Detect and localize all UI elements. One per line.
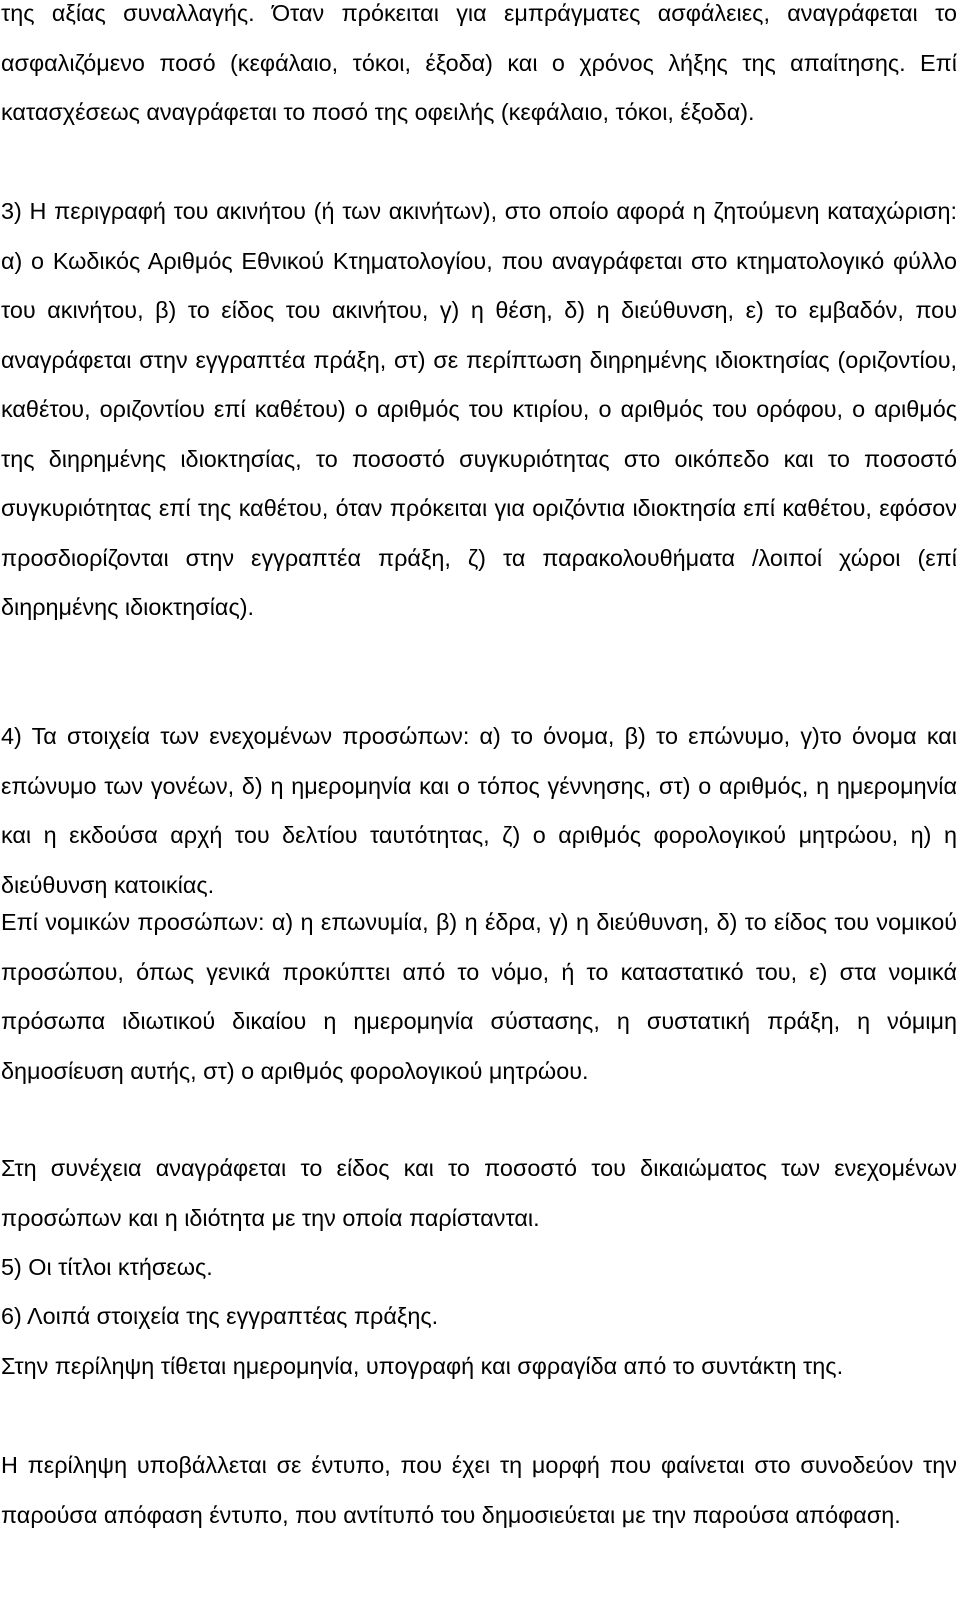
- paragraph-other-details: 6) Λοιπά στοιχεία της εγγραπτέας πράξης.: [1, 1303, 439, 1329]
- paragraph-summary-signature: Στην περίληψη τίθεται ημερομηνία, υπογραφή και σφραγίδα από το συντάκτη της.: [1, 1353, 844, 1379]
- paragraph-legal-entities: Επί νομικών προσώπων: α) η επωνυμία, β) η έδρα, γ) η διεύθυνση, δ) το είδος του νομικού προσώπου, όπως γενικά προκύπτει από το νόμο, ή το καταστατικό του, ε) στα νομικά πρόσωπα ιδιωτικού δικαίου η ημερομηνία σύστασης, η συστατική πράξη, η νόμιμη δημοσίευση αυτής, στ) ο αριθμός φορολογικού μητρώου.: [1, 909, 957, 1084]
- paragraph-form-submission: Η περίληψη υποβάλλεται σε έντυπο, που έχει τη μορφή που φαίνεται στο συνοδεύον την παρούσα απόφαση έντυπο, που αντίτυπό του δημοσιεύεται με την παρούσα απόφαση.: [1, 1452, 957, 1528]
- paragraph-rights-share: Στη συνέχεια αναγράφεται το είδος και το ποσοστό του δικαιώματος των ενεχομένων προσώπων και η ιδιότητα με την οποία παρίστανται.: [1, 1155, 957, 1231]
- paragraph-persons-details: 4) Τα στοιχεία των ενεχομένων προσώπων: α) το όνομα, β) το επώνυμο, γ)το όνομα και επώνυμο των γονέων, δ) η ημερομηνία και ο τόπος γέννησης, στ) ο αριθμός, η ημερομηνία και η εκδούσα αρχή του δελτίου ταυτότητας, ζ) ο αριθμός φορολογικού μητρώου, η) η διεύθυνση κατοικίας.: [1, 723, 957, 898]
- paragraph-acquisition-titles: 5) Οι τίτλοι κτήσεως.: [1, 1254, 213, 1280]
- paragraph-transaction-value: της αξίας συναλλαγής. Όταν πρόκειται για εμπράγματες ασφάλειες, αναγράφεται το ασφαλιζόμενο ποσό (κεφάλαιο, τόκοι, έξοδα) και ο χρόνος λήξης της απαίτησης. Επί κατασχέσεως αναγράφεται το ποσό της οφειλής (κεφάλαιο, τόκοι, έξοδα).: [1, 0, 957, 125]
- paragraph-property-description: 3) Η περιγραφή του ακινήτου (ή των ακινήτων), στο οποίο αφορά η ζητούμενη καταχώριση: α) ο Κωδικός Αριθμός Εθνικού Κτηματολογίου, που αναγράφεται στο κτηματολογικό φύλλο του ακινήτου, β) το είδος του ακινήτου, γ) η θέση, δ) η διεύθυνση, ε) το εμβαδόν, που αναγράφεται στην εγγραπτέα πράξη, στ) σε περίπτωση διηρημένης ιδιοκτησίας (οριζοντίου, καθέτου, οριζοντίου επί καθέτου) ο αριθμός του κτιρίου, ο αριθμός του ορόφου, ο αριθμός της διηρημένης ιδιοκτησίας, το ποσοστό συγκυριότητας στο οικόπεδο και το ποσοστό συγκυριότητας επί της καθέτου, όταν πρόκειται για οριζόντια ιδιοκτησία επί καθέτου, εφόσον προσδιορίζονται στην εγγραπτέα πράξη, ζ) τα παρακολουθήματα /λοιποί χώροι (επί διηρημένης ιδιοκτησίας).: [1, 198, 957, 620]
